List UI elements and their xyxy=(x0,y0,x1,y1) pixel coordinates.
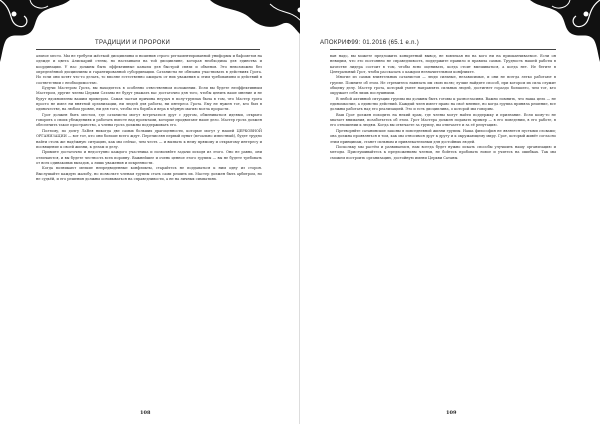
right-paragraph: ван надо, вы можете предложить конкретный вывод, не вовлекая ни на кого ни на приоканчиваемое. Если он невидим, что это постоянно не справедливость, поддержите правило и правила самых. Трудность нашей работы в качестве лидера состоит в том, чтобы ясно оценивать, когда стоит вмешиваться, а когда нет. Не бегите в Центральный Грот, чтобы рассказать о каждом незначительном конфликте. xyxy=(330,54,556,75)
left-paragraph: альное место. Мы не требуем жёсткой дисциплины и ношения строго регламентированной униформы и бафометов на одежде и цвета Алиcкарий стены, но настаиваем на той дисциплине, которая необходима для единства и координации. У нас должны быть эффективные каналы для быстрой связи и обменов. Это невозможно без определённой дисциплины и гарантированной субординации. Сатанисты не обязаны участвовать в действиях Грота. Но если они хотят что-то делать, то вполне естественно ожидать от них уважения к этим требованиям и действий в соответствии с необходимостью. xyxy=(36,54,262,85)
page-number-right: 109 xyxy=(446,410,457,416)
left-paragraph: Примите достаточно и недоступно каждого участника и позволяйте задачи исходя из этого. Оно не равно, они отличаются, и вы будете честность всех поровну. Важнейшее и очень ценное этого группы — вы не будете требовать от всех одинаковых вкладов, а лишь уважения и искренности. xyxy=(36,150,262,165)
right-paragraph: Ваш Грот должен походить на некий храм, где члены могут найти поддержку и признание. Если кому-то не хватает внимания, позаботьтесь об этом. Грот Мастера должен подавать пример — в его поведении, в его работе, в его отношении к людям. Когда вы отвечаете за группу, вы отвечаете и за её репутацию. xyxy=(330,112,556,128)
right-paragraph: Многие из самых влиятельных сатанистов — люди сильные, независимые, и они не всегда легко работают в группе. Помните об этом. Не стремитесь навязать им свою волю; лучше найдите способ, при котором их сила служит общему делу. Мастер грота, который умеет направлять сильных людей, достигнет гораздо большего, чем тот, кто окружает себя лишь послушными. xyxy=(330,75,556,96)
right-paragraph: В любой активной ситуации группы вы должны быть готовы к разногласиям. Важно помнить, что наша цель — не единомыслие, а единство действий. Каждый член имеет право на своё мнение, но когда группа приняла решение, все должны работать над его реализацией. Это и есть дисциплина, о которой мы говорим. xyxy=(330,96,556,112)
left-text-column xyxy=(36,54,262,406)
left-paragraph: Когда возникают мелкие непредвиденные конфликты, старайтесь не поддаваться к ним одну из сторон. Выслушайте каждую жалобу, но позвольте членам группы стать сами решить их. Мастер должен быть арбитром, но не судьёй, и его решения должны основываться на справедливости, а не на личных симпатиях. xyxy=(36,166,262,181)
header-rule-right xyxy=(330,49,556,50)
right-paragraph: Поскольку мы растём и развиваемся, нам всегда будет нужно искать способы улучшить нашу организацию и методы. Прислушивайтесь к предложениям членов, не бойтесь пробовать новое и учитесь на ошибках. Так мы сможем построить организацию, достойную имени Церкви Сатаны. xyxy=(330,144,556,160)
running-head-right: АПОКРИФ99: 01.2016 (65.1 e.n.) xyxy=(320,40,419,46)
right-paragraph: Претворяйте сатанинские законы в повседневной жизни группы. Наша философия не является пустыми словами; она должна проявляться в том, как мы относимся друг к другу и к окружающему миру. Грот, который живёт согласно этим принципам, станет сильным и привлекательным для достойных людей. xyxy=(330,128,556,144)
page-number-left: 108 xyxy=(140,410,151,416)
left-paragraph: Поэтому, по долгу ЛаВея никогда две самых больших драгоценности, которые могут у нашей ЦЕРКОВНОЙ ОРГАНИЗАЦИИ — вот тот, кто они больше всего ждут. Перечисляя первый пункт (печально известный), будет трудно найти столь же надёжную ситуацию, как мы сейчас, чем честь — и вызвать к нему прямому и открытому интересу и посвящение к своей жизни, к делам и делу. xyxy=(36,128,262,149)
right-text-column xyxy=(330,54,556,406)
left-paragraph: Грот должен быть местом, где сатанисты могут встречаться друг с другом, обмениваться идеями, открыто говорить о своих убеждениях и работать вместе над проектами, которые продвигают наше дело. Мастер грота должен обеспечить такое пространство, а члены грота должны поддерживать его. xyxy=(36,112,262,128)
left-paragraph: Будучи Мастером Грота, вы находитесь в особенно отвественном положении. Если вы будете неэффективным Мастером, другие члены Церкви Сатаны не будут уважать вас достаточно для того, чтобы ценить ваше мнение и не будут вдохновлены вашим примером. Самая частая причина неудач в полу-группах была в том, что Мастер грота просто не имел ни внятной организации, ни людей для работы, ни интереса Грота. Ему не нужен тот, кто был в одиночестве, на любом уровне, ни для того, чтобы эта борьба и вера в чёрную магию могла прорасти. xyxy=(36,86,262,112)
header-rule-left xyxy=(36,49,260,50)
right-page xyxy=(300,0,600,424)
running-head-left: ТРАДИЦИИ И ПРОРОКИ xyxy=(95,40,171,46)
